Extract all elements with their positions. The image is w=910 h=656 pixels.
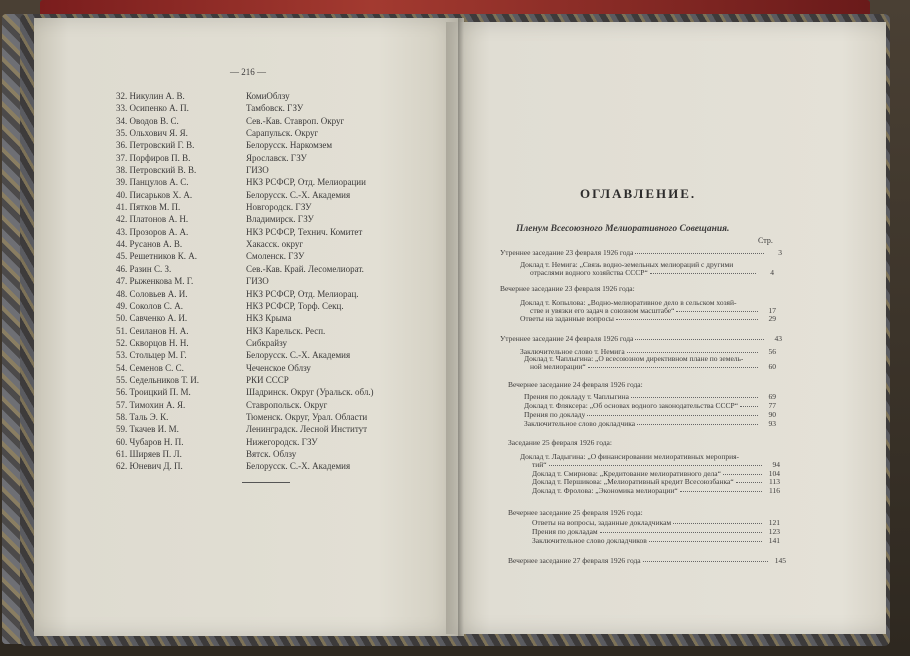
- pages-label: Стр.: [758, 236, 773, 245]
- toc-entry-text: Доклад т. Фролова: „Экономика мелиорации“: [532, 486, 678, 495]
- toc-leader-dots: [588, 362, 758, 368]
- toc-entry-text: отраслями водного хозяйства СССР“: [530, 268, 648, 277]
- toc-entry-text: Вечернее заседание 25 февраля 1926 года:: [508, 508, 643, 517]
- toc-leader-dots: [643, 556, 768, 562]
- toc-entry-text: Ответы на вопросы, заданные докладчикам: [532, 518, 672, 527]
- toc-page-number: 4: [770, 268, 774, 277]
- toc-page-number: 43: [774, 334, 782, 343]
- toc-page-number: 94: [772, 460, 780, 469]
- list-item: [116, 263, 396, 275]
- participant-name: 52. Скворцов Н. Н.: [116, 337, 189, 348]
- list-item: [116, 275, 396, 287]
- toc-entry: [532, 460, 780, 469]
- toc-leader-dots: [631, 392, 758, 398]
- toc-page-number: 29: [768, 314, 776, 323]
- toc-leader-dots: [549, 460, 762, 466]
- list-item: [116, 164, 396, 176]
- participant-organization: Сибкрайзу: [246, 337, 287, 348]
- participant-organization: ГИЗО: [246, 276, 269, 287]
- toc-leader-dots: [627, 347, 758, 353]
- toc-entry-text: Доклад т. Першикова: „Мелиоративный кредит Всесоюзбанка“: [532, 477, 734, 486]
- participant-name: 45. Решетников К. А.: [116, 251, 198, 262]
- participant-name: 48. Соловьев А. И.: [116, 288, 188, 299]
- participant-organization: Вятск. Облзу: [246, 448, 297, 459]
- participant-organization: Ленинградск. Лесной Институт: [246, 424, 368, 435]
- toc-entry: [500, 334, 782, 343]
- toc-leader-dots: [587, 410, 758, 416]
- participant-organization: Смоленск. ГЗУ: [246, 251, 305, 262]
- participant-organization: Тамбовск. ГЗУ: [246, 103, 304, 114]
- toc-page-number: 3: [778, 248, 782, 257]
- participant-name: 51. Сеиланов Н. А.: [116, 325, 189, 336]
- participant-organization: Шадринск. Округ (Уральск. обл.): [246, 387, 374, 398]
- participant-organization: Белорусск. С.-Х. Академия: [246, 461, 351, 472]
- list-item: [116, 386, 396, 398]
- toc-entry: [524, 392, 776, 401]
- list-item: [116, 436, 396, 448]
- toc-page-number: 77: [768, 401, 776, 410]
- toc-entry-text: стве и увязки его задач в союзном масштабе“: [530, 306, 675, 315]
- participant-name: 49. Соколов С. А.: [116, 300, 184, 311]
- participant-name: 44. Русанов А. В.: [116, 239, 183, 250]
- participant-name: 39. Панцулов А. С.: [116, 177, 189, 188]
- participant-name: 37. Порфиров П. В.: [116, 152, 191, 163]
- participant-list: [116, 90, 396, 473]
- participant-organization: НКЗ РСФСР, Отд. Мелиорации: [246, 177, 366, 188]
- toc-leader-dots: [600, 527, 762, 533]
- toc-entry-text: Доклад т. Смирнова: „Кредитование мелиоративного дела“: [532, 469, 721, 478]
- toc-subtitle: Пленум Всесоюзного Мелиоративного Совещания.: [516, 224, 730, 234]
- list-item: [116, 127, 396, 139]
- list-item: [116, 139, 396, 151]
- toc-entry: [508, 556, 786, 565]
- toc-leader-dots: [723, 469, 762, 475]
- toc-entry-text: Прения по докладу т. Чаплыгина: [524, 392, 630, 401]
- toc-leader-dots: [676, 306, 758, 312]
- toc-page-number: 121: [768, 518, 780, 527]
- participant-name: 41. Пятков М. П.: [116, 202, 181, 213]
- list-item: [116, 448, 396, 460]
- list-item: [116, 115, 396, 127]
- toc-entry-text: Утреннее заседание 24 февраля 1926 года: [500, 334, 634, 343]
- list-item: [116, 152, 396, 164]
- participant-organization: Чеченское Облзу: [246, 362, 311, 373]
- participant-name: 35. Ольхович Я. Я.: [116, 128, 188, 139]
- toc-entry: [508, 508, 643, 517]
- list-item: [116, 349, 396, 361]
- participant-name: 56. Троицкий П. М.: [116, 387, 191, 398]
- list-item: [116, 288, 396, 300]
- toc-leader-dots: [680, 486, 762, 492]
- participant-name: 42. Платонов А. Н.: [116, 214, 189, 225]
- toc-entry: [524, 410, 776, 419]
- toc-entry-text: Доклад т. Копылова: „Водно-мелиоративное дело в сельском хозяй-: [520, 298, 737, 307]
- toc-entry: [500, 284, 635, 293]
- list-item: [116, 189, 396, 201]
- participant-organization: РКИ СССР: [246, 374, 289, 385]
- toc-entry-text: Заключительное слово т. Немига: [520, 347, 625, 356]
- toc-entry-text: Доклад т. Фляксера: „Об основах водного законодательства СССР“: [524, 401, 739, 410]
- toc-page-number: 113: [769, 477, 780, 486]
- participant-organization: Сарапульск. Округ: [246, 128, 319, 139]
- toc-page-number: 104: [768, 469, 780, 478]
- participant-name: 50. Савченко А. И.: [116, 313, 188, 324]
- list-item: [116, 90, 396, 102]
- participant-name: 33. Осипенко А. П.: [116, 103, 189, 114]
- participant-name: 62. Юневич Д. П.: [116, 461, 183, 472]
- toc-entry: [508, 380, 643, 389]
- toc-entry: [532, 527, 780, 536]
- list-item: [116, 411, 396, 423]
- list-item: [116, 423, 396, 435]
- toc-entry-text: Прения по докладам: [532, 527, 598, 536]
- toc-entry: [530, 268, 774, 277]
- list-item: [116, 337, 396, 349]
- participant-organization: ГИЗО: [246, 165, 269, 176]
- participant-organization: Сев.-Кав. Край. Лесомелиорат.: [246, 263, 364, 274]
- participant-name: 53. Стольцер М. Г.: [116, 350, 187, 361]
- toc-entry: [532, 518, 780, 527]
- toc-leader-dots: [650, 268, 756, 274]
- toc-entry: [532, 536, 780, 545]
- toc-entry: [532, 486, 780, 495]
- participant-organization: Белорусск. С.-Х. Академия: [246, 350, 351, 361]
- list-item: [116, 300, 396, 312]
- list-item: [116, 374, 396, 386]
- toc-entry-text: Доклад т. Немига: „Связь водно-земельных мелиораций с другими: [520, 260, 734, 269]
- toc-title: ОГЛАВЛЕНИЕ.: [580, 186, 697, 201]
- list-item: [116, 226, 396, 238]
- participant-name: 60. Чубаров Н. П.: [116, 436, 184, 447]
- participant-name: 38. Петровский В. В.: [116, 165, 197, 176]
- toc-entry-text: Прения по докладу: [524, 410, 586, 419]
- toc-entry-text: Вечернее заседание 23 февраля 1926 года:: [500, 284, 635, 293]
- toc-page-number: 93: [768, 419, 776, 428]
- participant-organization: Ярославск. ГЗУ: [246, 152, 307, 163]
- toc-leader-dots: [673, 518, 762, 524]
- toc-entry: [508, 438, 612, 447]
- list-item: [116, 460, 396, 472]
- toc-entry: [500, 248, 782, 257]
- participant-name: 46. Разин С. З.: [116, 263, 172, 274]
- list-item: [116, 325, 396, 337]
- toc-entry-text: Доклад т. Ладыгина: „О финансировании мелиоративных мероприя-: [520, 452, 740, 461]
- toc-page-number: 60: [768, 362, 776, 371]
- toc-leader-dots: [637, 419, 758, 425]
- list-item: [116, 250, 396, 262]
- list-item: [116, 362, 396, 374]
- participant-name: 40. Писарьков Х. А.: [116, 189, 193, 200]
- toc-page-number: 141: [768, 536, 780, 545]
- toc-entry-text: Заключительное слово докладчика: [524, 419, 636, 428]
- toc-entry-text: тий“: [532, 460, 547, 469]
- list-item: [116, 213, 396, 225]
- participant-name: 57. Тимохин А. Я.: [116, 399, 186, 410]
- participant-organization: Белорусск. С.-Х. Академия: [246, 189, 351, 200]
- toc-entry-text: Вечернее заседание 27 февраля 1926 года: [508, 556, 641, 565]
- toc-page-number: 17: [768, 306, 776, 315]
- participant-name: 43. Прозоров А. А.: [116, 226, 189, 237]
- participant-name: 36. Петровский Г. В.: [116, 140, 195, 151]
- participant-name: 58. Таль Э. К.: [116, 411, 169, 422]
- toc-page-number: 69: [768, 392, 776, 401]
- toc-entry-text: Ответы на заданные вопросы: [520, 314, 614, 323]
- list-item: [116, 238, 396, 250]
- list-item: [116, 399, 396, 411]
- participant-organization: Нижегородск. ГЗУ: [246, 436, 318, 447]
- toc-page-number: 145: [774, 556, 786, 565]
- participant-name: 34. Оводов В. С.: [116, 115, 179, 126]
- toc-page-number: 56: [768, 347, 776, 356]
- toc-page-number: 90: [768, 410, 776, 419]
- participant-name: 55. Седельников Т. И.: [116, 374, 200, 385]
- toc-leader-dots: [736, 477, 762, 483]
- toc-entry-text: Вечернее заседание 24 февраля 1926 года:: [508, 380, 643, 389]
- participant-organization: НКЗ РСФСР, Технич. Комитет: [246, 226, 363, 237]
- toc-leader-dots: [635, 334, 764, 340]
- toc-leader-dots: [740, 401, 758, 407]
- toc-page-number: 116: [769, 486, 780, 495]
- toc-leader-dots: [635, 248, 764, 254]
- toc-entry-text: Заключительное слово докладчиков: [532, 536, 647, 545]
- participant-organization: Ставропольск. Округ: [246, 399, 328, 410]
- page-number: — 216 —: [230, 67, 266, 77]
- toc-entry-text: Заседание 25 февраля 1926 года:: [508, 438, 612, 447]
- participant-name: 47. Рыженкова М. Г.: [116, 276, 194, 287]
- participant-organization: Владимирск. ГЗУ: [246, 214, 314, 225]
- participant-organization: НКЗ Карельск. Респ.: [246, 325, 326, 336]
- book-gutter: [458, 18, 464, 636]
- list-item: [116, 312, 396, 324]
- participant-name: 61. Ширяев П. Л.: [116, 448, 182, 459]
- participant-organization: Новгородск. ГЗУ: [246, 202, 312, 213]
- toc-entry-text: Утреннее заседание 23 февраля 1926 года: [500, 248, 634, 257]
- participant-organization: НКЗ РСФСР, Отд. Мелиорац.: [246, 288, 359, 299]
- toc-page-number: 123: [768, 527, 780, 536]
- toc-entry-text: ной мелиорации“: [530, 362, 586, 371]
- toc-entry: [520, 314, 776, 323]
- participant-name: 32. Никулин А. В.: [116, 91, 185, 101]
- participant-organization: Сев.-Кав. Ставроп. Округ: [246, 115, 345, 126]
- toc-entry: [530, 362, 776, 371]
- list-item: [116, 201, 396, 213]
- participant-organization: Тюменск. Округ, Урал. Области: [246, 411, 368, 422]
- toc-entry: [524, 401, 776, 410]
- toc-leader-dots: [649, 536, 762, 542]
- list-item: [116, 176, 396, 188]
- participant-name: 59. Ткачев И. М.: [116, 424, 179, 435]
- participant-organization: Белорусск. Наркомзем: [246, 140, 333, 151]
- toc-entry-text: Доклад т. Чаплыгина: „О всесоюзном директивном плане по земель-: [524, 354, 744, 363]
- toc-entry: [524, 419, 776, 428]
- participant-organization: НКЗ Крыма: [246, 313, 292, 324]
- participant-name: 54. Семенов С. С.: [116, 362, 184, 373]
- toc-leader-dots: [616, 314, 758, 320]
- participant-organization: Хакасск. округ: [246, 239, 304, 250]
- participant-organization: НКЗ РСФСР, Торф. Секц.: [246, 300, 344, 311]
- participant-organization: КомиОблзу: [246, 91, 290, 101]
- end-rule: [242, 482, 290, 483]
- list-item: [116, 102, 396, 114]
- toc-entry: [532, 477, 780, 486]
